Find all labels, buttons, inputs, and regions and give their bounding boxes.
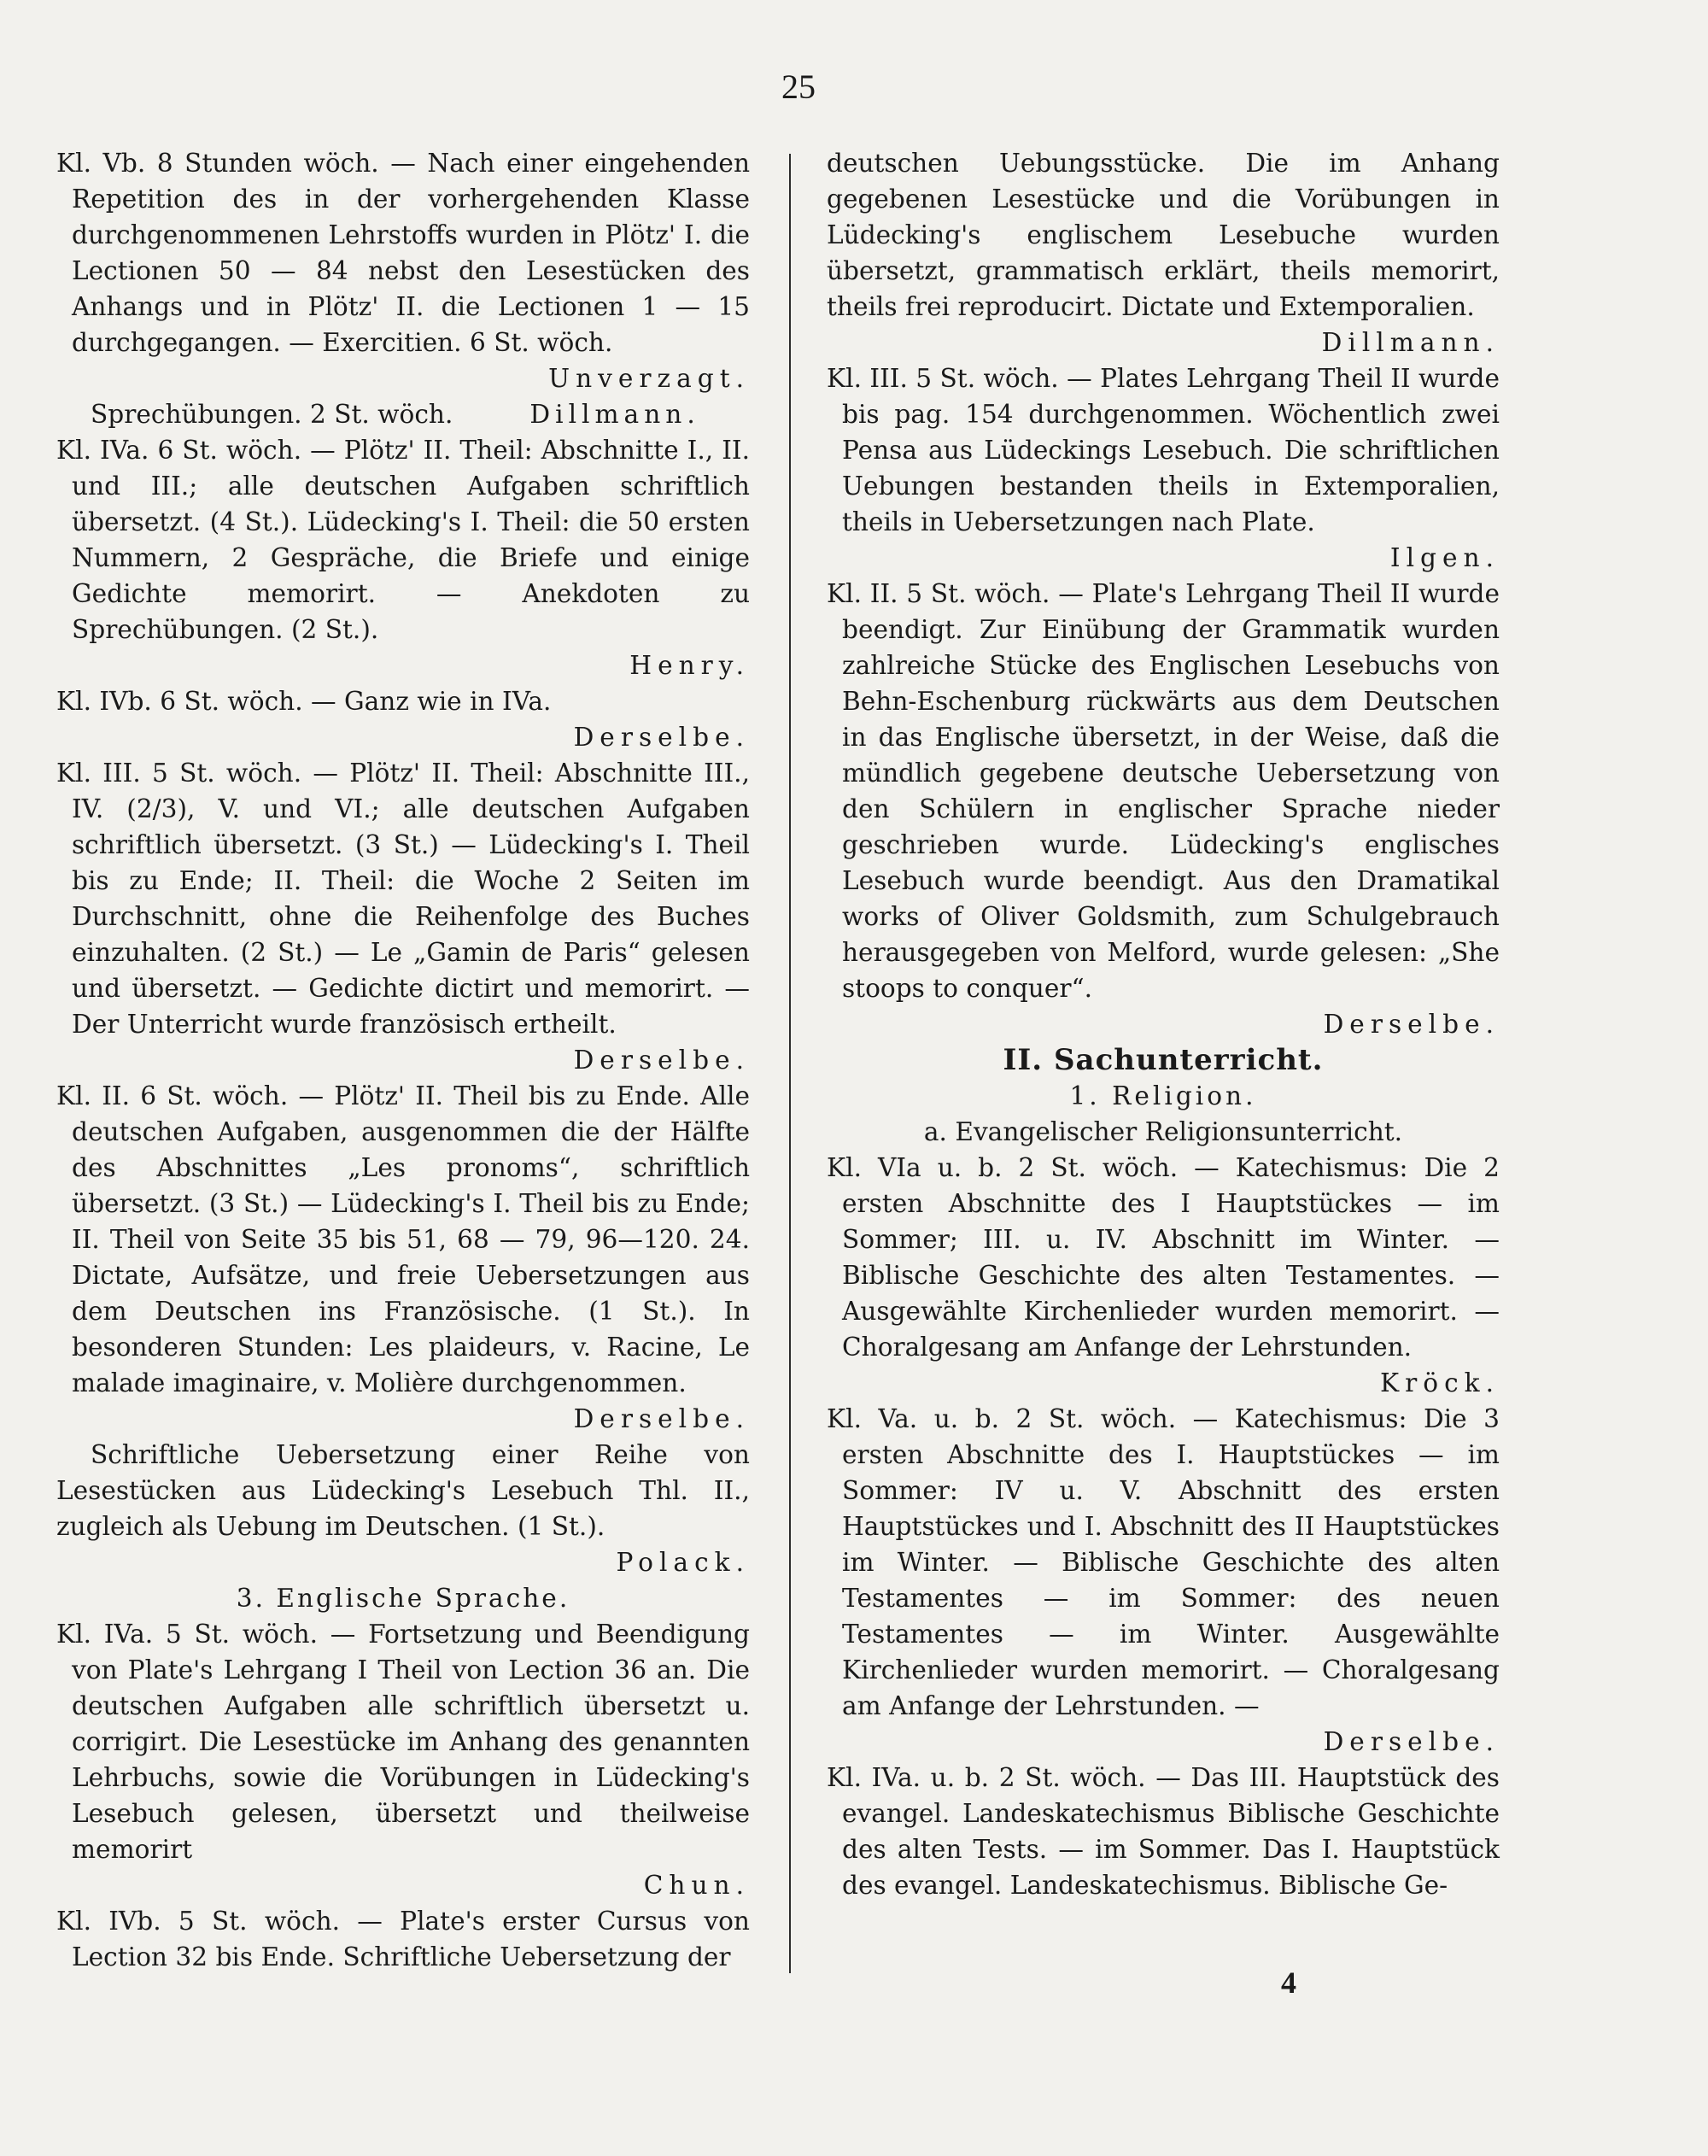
entry-iii-french: Kl. III. 5 St. wöch. — Plötz' II. Theil: Abschnitte III., IV. (2/3), V. und VI.; alle deutschen Aufgaben schriftlich übersetzt. (3 St.) — Lüdecking's I. Theil bis zu Ende; II. Theil: die Woche 2 Seiten im Durchschnitt, ohne die Reihenfolge des Buches einzuhalten. (2 St.) — Le „Gamin de Paris“ gelesen und übersetzt. — Gedichte dictirt und memorirt. — Der Unterricht wurde französisch ertheilt. <box>56 759 750 1039</box>
entry-iii-english: Kl. III. 5 St. wöch. — Plates Lehrgang Theil II wurde bis pag. 154 durchgenommen. Wöchentlich zwei Pensa aus Lüdeckings Lesebuch. Die schriftlichen Uebungen bestanden theils in Extemporalien, theils in Uebersetzungen nach Plate. <box>827 364 1500 536</box>
entry-ivb-english-cont: deutschen Uebungsstücke. Die im Anhang gegebenen Lesestücke und die Vorübungen in Lüdecking's englischem Lesebuche wurden übersetzt, grammatisch erklärt, theils memorirt, theils frei reproducirt. Dictate und Extemporalien. <box>827 149 1500 321</box>
entry-iva-french: Kl. IVa. 6 St. wöch. — Plötz' II. Theil: Abschnitte I., II. und III.; alle deutschen Aufgaben schriftlich übersetzt. (4 St.). Lüdecking's I. Theil: die 50 ersten Nummern, 2 Gespräche, die Briefe und einige Gedichte memorirt. — Anekdoten zu Sprechübungen. (2 St.). <box>56 436 750 644</box>
entry-ivb-french: Kl. IVb. 6 St. wöch. — Ganz wie in IVa. <box>56 687 552 716</box>
entry-sprechuebungen <box>56 396 750 432</box>
heading-religion: 1. Religion. <box>1069 1081 1257 1110</box>
entry-ii-french: Kl. II. 6 St. wöch. — Plötz' II. Theil bis zu Ende. Alle deutschen Aufgaben, ausgenommen die der Hälfte des Abschnittes „Les pronoms“, schriftlich übersetzt. (3 St.) — Lüdecking's I. Theil bis zu Ende; II. Theil von Seite 35 bis 51, 68 — 79, 96—120. 24. Dictate, Aufsätze, und freie Uebersetzungen aus dem Deutschen ins Französische. (1 St.). In besonderen Stunden: Les plaideurs, v. Racine, Le malade imaginaire, v. Molière durchgenommen. <box>56 1081 750 1397</box>
signature-mark: 4 <box>1281 1966 1296 2000</box>
signature-derselbe-3: Derselbe. <box>573 1404 750 1433</box>
signature-kroeck: Kröck. <box>1380 1368 1500 1397</box>
signature-dillmann-2: Dillmann. <box>1321 328 1500 357</box>
signature-chun: Chun. <box>643 1871 750 1900</box>
subheading-evangelischer-religionsunterricht: a. Evangelischer Religionsunterricht. <box>923 1117 1403 1146</box>
signature-dillmann: Dillmann. <box>529 400 700 429</box>
entry-ivb-english: Kl. IVb. 5 St. wöch. — Plate's erster Cursus von Lection 32 bis Ende. Schriftliche Uebersetzung der <box>56 1907 750 1971</box>
entry-via-religion: Kl. VIa u. b. 2 St. wöch. — Katechismus: Die 2 ersten Abschnitte des I Hauptstückes — im Sommer; III. u. IV. Abschnitt im Winter. — Biblische Geschichte des alten Testamentes. — Ausgewählte Kirchenlieder wurden memorirt. — Choralgesang am Anfange der Lehrstunden. <box>827 1153 1500 1362</box>
signature-polack: Polack. <box>616 1548 750 1577</box>
section-title-sachunterricht: II. Sachunterricht. <box>1003 1043 1324 1077</box>
heading-englische-sprache: 3. Englische Sprache. <box>236 1584 570 1613</box>
signature-derselbe-5: Derselbe. <box>1323 1727 1500 1756</box>
entry-sprechuebungen-text: Sprechübungen. 2 St. wöch. <box>91 400 453 429</box>
entry-schriftliche-uebersetzung: Schriftliche Uebersetzung einer Reihe von Lesestücken aus Lüdecking's Lesebuch Thl. II., zugleich als Uebung im Deutschen. (1 St.). <box>56 1440 750 1541</box>
signature-derselbe-2: Derselbe. <box>573 1046 750 1075</box>
signature-derselbe-4: Derselbe. <box>1323 1010 1500 1039</box>
right-column <box>827 145 1500 1903</box>
page-number: 25 <box>781 67 816 106</box>
signature-derselbe-1: Derselbe. <box>573 723 750 752</box>
left-column <box>56 145 750 1975</box>
signature-unverzagt: Unverzagt. <box>548 364 750 393</box>
entry-iva-english: Kl. IVa. 5 St. wöch. — Fortsetzung und Beendigung von Plate's Lehrgang I Theil von Lection 36 an. Die deutschen Aufgaben alle schriftlich übersetzt u. corrigirt. Die Lesestücke im Anhang des genannten Lehrbuchs, sowie die Vorübungen in Lüdecking's Lesebuch gelesen, übersetzt und theilweise memorirt <box>56 1620 750 1864</box>
signature-ilgen: Ilgen. <box>1389 543 1500 572</box>
entry-iva-religion: Kl. IVa. u. b. 2 St. wöch. — Das III. Hauptstück des evangel. Landeskatechismus Biblische Geschichte des alten Tests. — im Sommer. Das I. Hauptstück des evangel. Landeskatechismus. Biblische Ge- <box>827 1763 1500 1900</box>
entry-vb: Kl. Vb. 8 Stunden wöch. — Nach einer eingehenden Repetition des in der vorhergehenden Klasse durchgenommenen Lehrstoffs wurden in Plötz' I. die Lectionen 50 — 84 nebst den Lesestücken des Anhangs und in Plötz' II. die Lectionen 1 — 15 durchgegangen. — Exercitien. 6 St. wöch. <box>56 149 750 357</box>
signature-henry: Henry. <box>629 651 750 680</box>
column-divider <box>789 154 791 1973</box>
entry-ii-english: Kl. II. 5 St. wöch. — Plate's Lehrgang Theil II wurde beendigt. Zur Einübung der Grammatik wurden zahlreiche Stücke des Englischen Lesebuchs von Behn-Eschenburg rückwärts aus dem Deutschen in das Englische übersetzt, in der Weise, daß die mündlich gegebene deutsche Uebersetzung von den Schülern in englischer Sprache nieder geschrieben wurde. Lüdecking's englisches Lesebuch wurde beendigt. Aus den Dramatikal works of Oliver Goldsmith, zum Schulgebrauch herausgegeben von Melford, wurde gelesen: „She stoops to conquer“. <box>827 579 1500 1003</box>
entry-va-religion: Kl. Va. u. b. 2 St. wöch. — Katechismus: Die 3 ersten Abschnitte des I. Hauptstückes — im Sommer: IV u. V. Abschnitt des ersten Hauptstückes und I. Abschnitt des II Hauptstückes im Winter. — Biblische Geschichte des alten Testamentes — im Sommer: des neuen Testamentes — im Winter. Ausgewählte Kirchenlieder wurden memorirt. — Choralgesang am Anfange der Lehrstunden. — <box>827 1404 1500 1720</box>
